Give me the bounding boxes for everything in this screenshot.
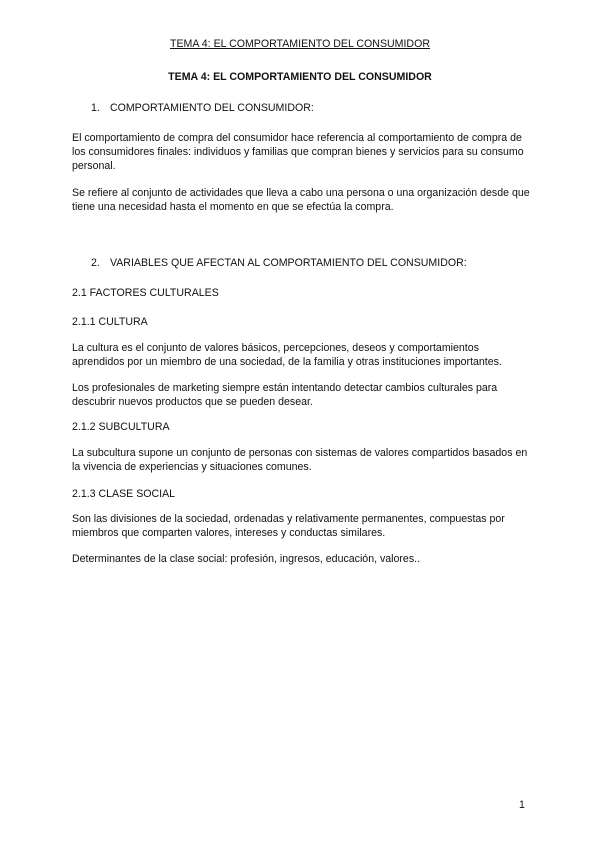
subsection-heading: 2.1.1 CULTURA: [72, 316, 148, 328]
section-2-number: 2.: [91, 257, 100, 269]
section-1-heading-text: COMPORTAMIENTO DEL CONSUMIDOR:: [109, 102, 314, 114]
subsection-heading: 2.1.3 CLASE SOCIAL: [72, 488, 176, 500]
paragraph: Determinantes de la clase social: profesión, ingresos, educación, valores..: [72, 553, 421, 565]
paragraph: Son las divisiones de la sociedad, ordenadas y relativamente permanentes, compuestas por miembros que comparten valores, intereses y conductas similares.: [72, 513, 505, 539]
page-number: 1: [519, 799, 525, 811]
subsection-heading: 2.1 FACTORES CULTURALES: [72, 287, 219, 299]
document-title: TEMA 4: EL COMPORTAMIENTO DEL CONSUMIDOR: [168, 71, 432, 83]
section-1-number: 1.: [91, 102, 100, 114]
paragraph: La subcultura supone un conjunto de personas con sistemas de valores compartidos basados en la vivencia de experiencias y situaciones comunes.: [72, 447, 528, 473]
paragraph: La cultura es el conjunto de valores básicos, percepciones, deseos y comportamientos aprendidos por un miembro de una sociedad, de la familia y otras instituciones importantes.: [72, 342, 502, 368]
paragraph: El comportamiento de compra del consumidor hace referencia al comportamiento de compra de los consumidores finales: individuos y familias que compran bienes y servicios para su consumo personal.: [72, 132, 524, 172]
section-2-heading-text: VARIABLES QUE AFECTAN AL COMPORTAMIENTO DEL CONSUMIDOR:: [109, 257, 467, 269]
subsection-heading: 2.1.2 SUBCULTURA: [72, 421, 170, 433]
paragraph: Los profesionales de marketing siempre están intentando detectar cambios culturales para descubrir nuevos productos que se pueden desear.: [72, 382, 498, 408]
page-header-title: TEMA 4: EL COMPORTAMIENTO DEL CONSUMIDOR: [170, 38, 430, 50]
paragraph: Se refiere al conjunto de actividades que lleva a cabo una persona o una organización desde que tiene una necesidad hasta el momento en que se efectúa la compra.: [72, 187, 530, 213]
section-2-heading: [91, 256, 467, 270]
section-1-heading: [91, 101, 314, 115]
